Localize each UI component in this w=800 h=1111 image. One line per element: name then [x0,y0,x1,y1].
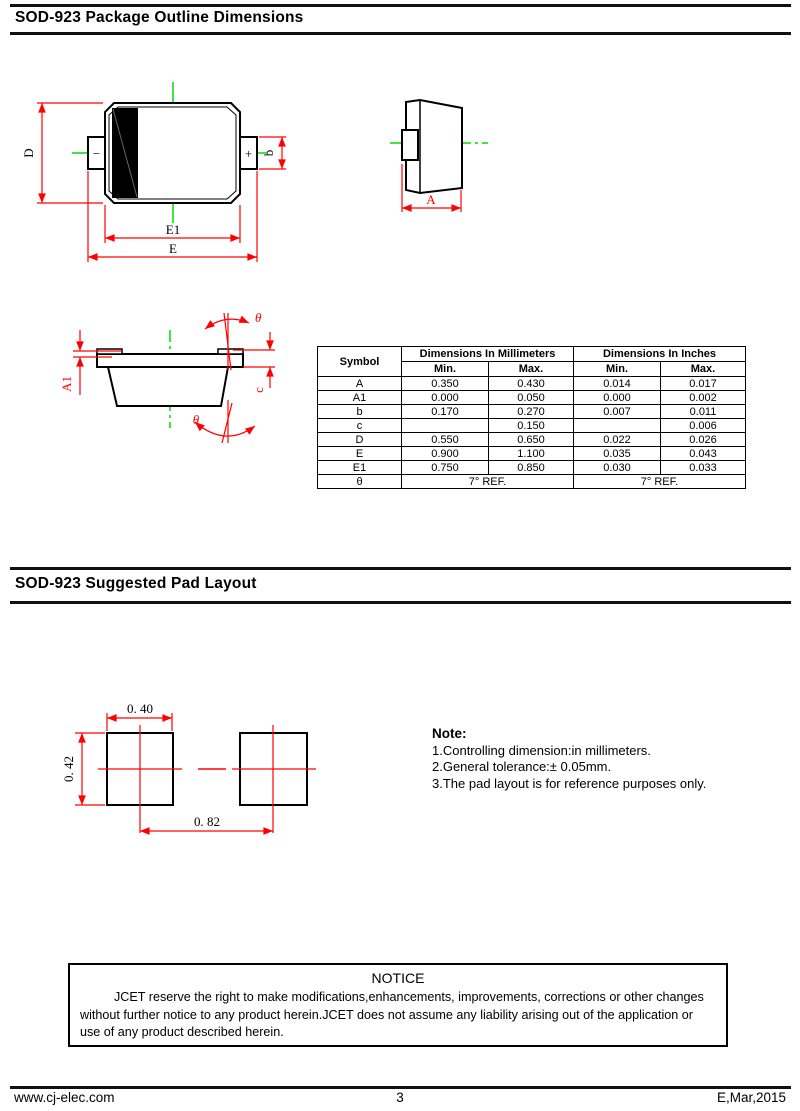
table-cell: 0.850 [489,461,574,475]
table-row [318,433,746,447]
mold-body [108,367,228,406]
table-cell: 0.002 [661,391,746,405]
table-cell: 0.270 [489,405,574,419]
table-cell: 0.007 [574,405,661,419]
table-cell: c [318,419,402,433]
table-cell: E [318,447,402,461]
table-cell: 0.900 [402,447,489,461]
table-cell: 0.150 [489,419,574,433]
table-cell: 0.014 [574,377,661,391]
table-cell: θ [318,475,402,489]
footer [0,1090,800,1108]
header-rule-top [10,4,791,7]
table-cell: 0.017 [661,377,746,391]
table-cell: 0.022 [574,433,661,447]
table-cell: 0.000 [402,391,489,405]
table-header-row [318,347,746,362]
table-cell: 0.050 [489,391,574,405]
table-row [318,461,746,475]
notice-box [68,963,728,1047]
note-block [432,726,706,792]
note-line-1: 1.Controlling dimension:in millimeters. [432,742,651,758]
table-cell: 0.750 [402,461,489,475]
header-rule-bottom [10,32,791,35]
table-cell: 0.033 [661,461,746,475]
table-row [318,391,746,405]
table-cell: 0.430 [489,377,574,391]
lead-frame-plate [97,354,243,367]
section2-rule-bottom [10,601,791,604]
profile-view-drawing [55,300,295,450]
dim-label-A1: A1 [59,376,74,392]
section2-title: SOD-923 Suggested Pad Layout [15,575,257,592]
col-header-mm-max: Max. [489,362,574,377]
note-title: Note: [432,726,467,741]
dim-label-theta-bottom: θ [192,412,200,427]
table-cell: 0.000 [574,391,661,405]
dim-label-A: A [426,192,436,207]
dim-label-E: E [169,241,177,256]
table-cell: 0.026 [661,433,746,447]
anode-sign: + [244,146,253,161]
table-cell: A1 [318,391,402,405]
col-header-mm: Dimensions In Millimeters [402,347,574,362]
theta-slant-line [222,403,232,443]
notice-title: NOTICE [371,970,425,986]
footer-rule [10,1086,791,1089]
col-header-in-max: Max. [661,362,746,377]
footer-revision: E,Mar,2015 [716,1090,786,1105]
table-row-theta [318,475,746,489]
table-cell [402,419,489,433]
dim-label-pad-pitch: 0. 82 [194,814,220,829]
dim-label-c: c [251,387,266,393]
table-cell: 0.650 [489,433,574,447]
col-header-mm-min: Min. [402,362,489,377]
table-cell: 0.006 [661,419,746,433]
table-cell: D [318,433,402,447]
section2-rule-top [10,567,791,570]
dimension-table [317,346,746,489]
dim-label-E1: E1 [165,222,181,237]
dim-label-b: b [261,149,276,157]
side-view-drawing [390,92,495,222]
theta-arc-top [205,319,249,329]
table-cell: 0.043 [661,447,746,461]
cathode-sign: − [92,146,101,161]
table-cell: 0.550 [402,433,489,447]
front-view-drawing [21,75,295,275]
footer-website: www.cj-elec.com [14,1090,115,1105]
col-header-symbol: Symbol [318,347,402,377]
table-row [318,419,746,433]
lead-cross-section [402,130,418,160]
table-cell: E1 [318,461,402,475]
note-line-2: 2.General tolerance:± 0.05mm. [432,759,612,774]
dim-label-theta-top: θ [255,310,262,325]
dim-label-pad-width: 0. 40 [127,701,153,716]
dim-label-pad-height: 0. 42 [61,756,76,782]
col-header-inches: Dimensions In Inches [574,347,746,362]
table-row [318,405,746,419]
table-cell: 0.170 [402,405,489,419]
col-header-in-min: Min. [574,362,661,377]
pad-layout-drawing [60,695,320,840]
table-cell: 0.011 [661,405,746,419]
table-cell: b [318,405,402,419]
footer-page-number: 3 [396,1090,404,1105]
table-cell: 0.030 [574,461,661,475]
notice-body: JCET reserve the right to make modifications,enhancements, improvements, corrections or other changes without further notice to any product herein.JCET does not assume any liability arising out of the application or use of any product described herein. [80,990,704,1039]
note-line-3: 3.The pad layout is for reference purposes only. [432,775,707,791]
table-cell [574,419,661,433]
table-cell: 7° REF. [574,475,746,489]
dim-label-D: D [21,148,36,158]
table-cell: 0.035 [574,447,661,461]
section1-title: SOD-923 Package Outline Dimensions [15,9,304,26]
table-cell: 0.350 [402,377,489,391]
table-row [318,377,746,391]
table-row [318,447,746,461]
table-cell: 1.100 [489,447,574,461]
table-cell: 7° REF. [402,475,574,489]
table-cell: A [318,377,402,391]
